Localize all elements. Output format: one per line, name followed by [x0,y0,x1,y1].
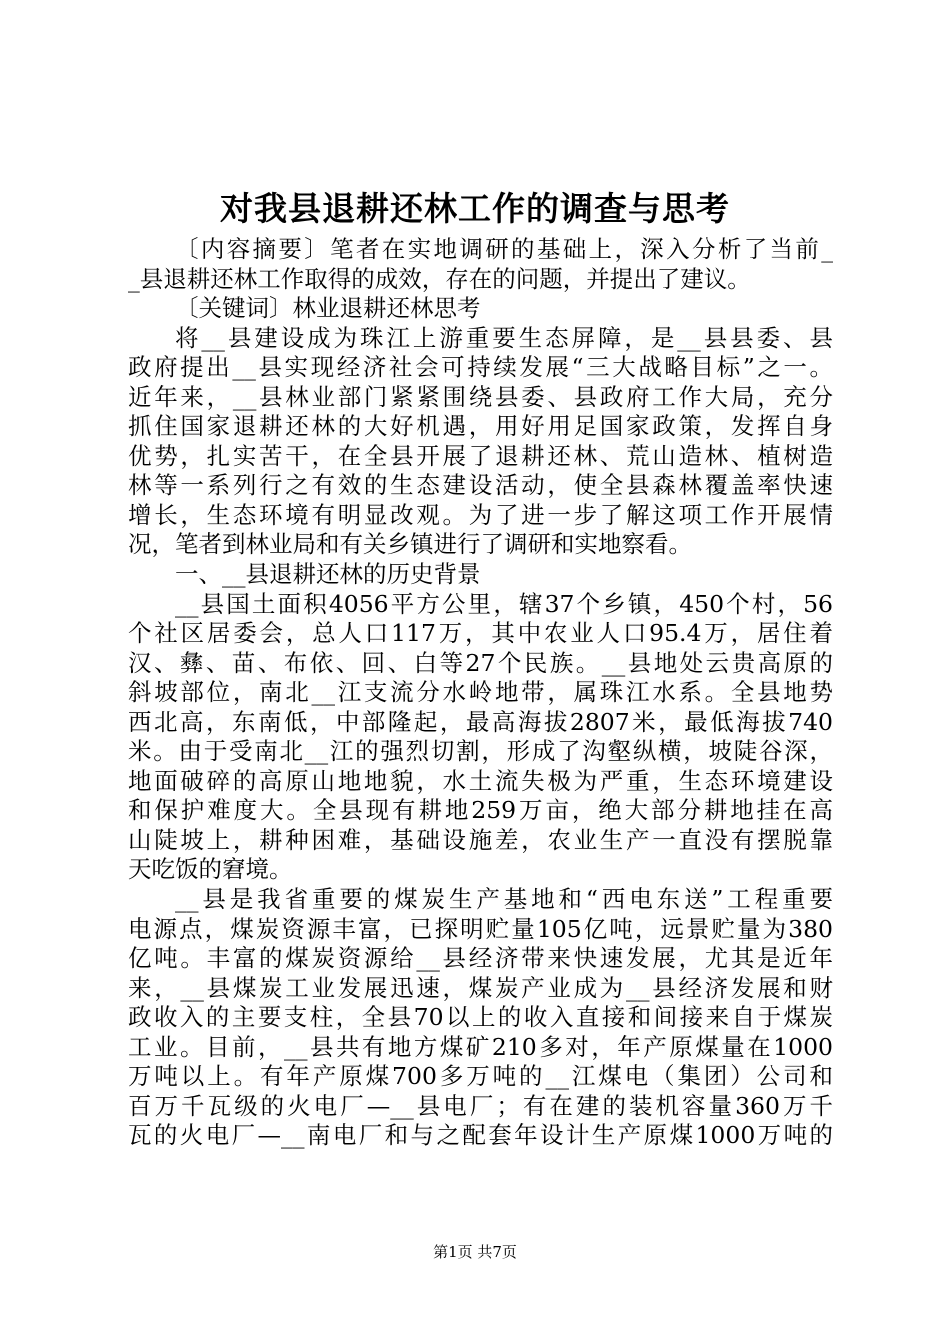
body-line: 一、__县退耕还林的历史背景 [175,560,481,589]
body-line: 林等一系列行之有效的生态建设活动，使全县森林覆盖率快速 [128,471,833,500]
body-line: 况，笔者到林业局和有关乡镇进行了调研和实地察看。 [128,530,692,559]
body-line: 电源点，煤炭资源丰富，已探明贮量105亿吨，远景贮量为380 [128,914,833,943]
body-line: 亿吨。丰富的煤炭资源给__县经济带来快速发展，尤其是近年 [128,944,833,973]
page-footer: 第1页 共7页 [433,1243,517,1261]
body-line: 增长，生态环境有明显改观。为了进一步了解这项工作开展情 [128,500,833,529]
body-line: 和保护难度大。全县现有耕地259万亩，绝大部分耕地挂在高 [128,796,833,825]
body-line: 万吨以上。有年产原煤700多万吨的__江煤电（集团）公司和 [128,1062,833,1091]
body-line: 山陡坡上，耕种困难，基础设施差，农业生产一直没有摆脱靠 [128,825,833,854]
body-line: 瓦的火电厂—__南电厂和与之配套年设计生产原煤1000万吨的 [128,1121,833,1150]
document-title: 对我县退耕还林工作的调查与思考 [220,189,730,228]
body-line: _县退耕还林工作取得的成效，存在的问题，并提出了建议。 [128,264,751,293]
body-line: 地面破碎的高原山地地貌，水土流失极为严重，生态环境建设 [128,766,833,795]
body-line: 〔内容摘要〕笔者在实地调研的基础上，深入分析了当前_ [175,235,833,263]
body-line: 将__县建设成为珠江上游重要生态屏障，是__县县委、县 [175,323,833,352]
body-line: 天吃饭的窘境。 [128,855,293,884]
body-line: 个社区居委会，总人口117万，其中农业人口95.4万，居住着 [128,619,833,648]
body-line: 工业。目前，__县共有地方煤矿210多对，年产原煤量在1000 [128,1032,833,1061]
body-line: __县国土面积4056平方公里，辖37个乡镇，450个村，56 [175,589,833,618]
body-line: 优势，扎实苦干，在全县开展了退耕还林、荒山造林、植树造 [128,441,833,470]
body-line: 近年来，__县林业部门紧紧围绕县委、县政府工作大局，充分 [128,382,833,411]
body-line: 汉、彝、苗、布依、回、白等27个民族。__县地处云贵高原的 [128,648,833,677]
body-line: 西北高，东南低，中部隆起，最高海拔2807米，最低海拔740 [128,707,833,736]
body-line: 抓住国家退耕还林的大好机遇，用好用足国家政策，发挥自身 [128,412,833,441]
body-line: __县是我省重要的煤炭生产基地和“西电东送”工程重要 [175,885,833,914]
document-body [128,235,833,1151]
body-line: 斜坡部位，南北__江支流分水岭地带，属珠江水系。全县地势 [128,678,833,707]
body-line: 〔关键词〕林业退耕还林思考 [175,294,481,323]
body-line: 来，__县煤炭工业发展迅速，煤炭产业成为__县经济发展和财 [128,973,833,1002]
body-line: 政府提出__县实现经济社会可持续发展“三大战略目标”之一。 [128,353,833,382]
body-line: 百万千瓦级的火电厂—__县电厂；有在建的装机容量360万千 [128,1091,833,1120]
body-line: 政收入的主要支柱，全县70以上的收入直接和间接来自于煤炭 [128,1003,833,1032]
body-line: 米。由于受南北__江的强烈切割，形成了沟壑纵横，坡陡谷深， [128,737,833,766]
